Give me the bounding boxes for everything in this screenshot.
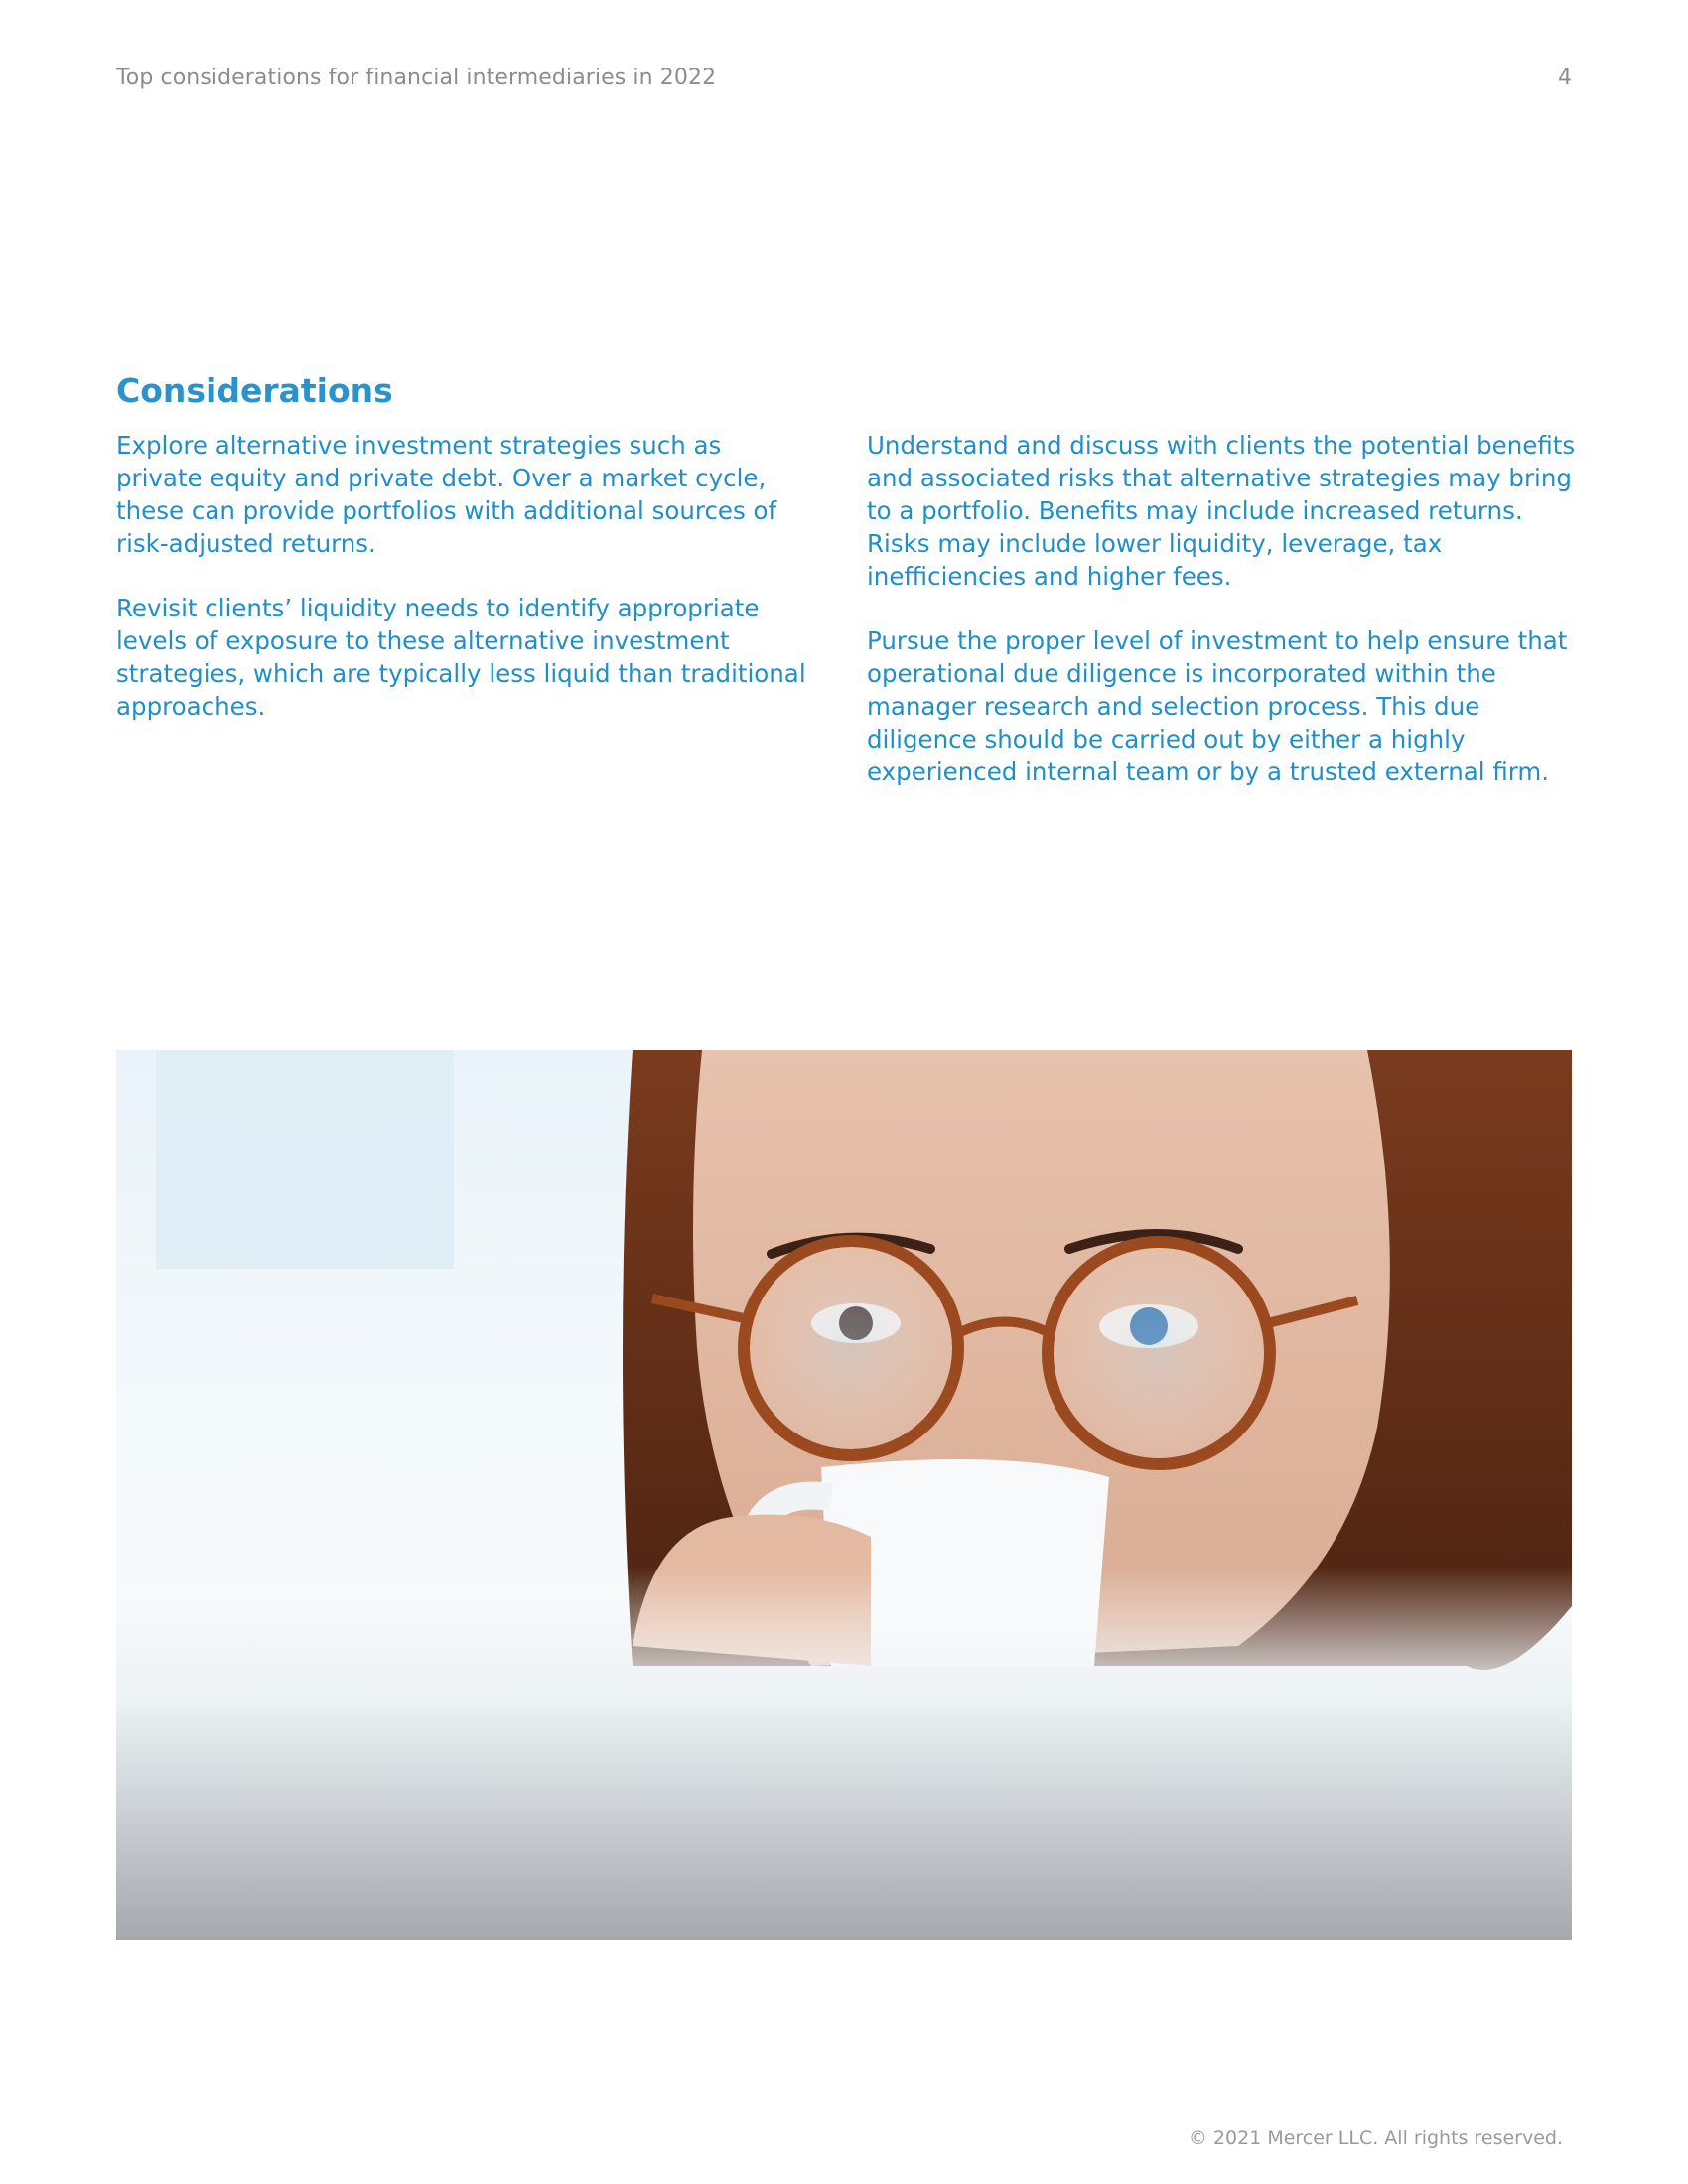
- paragraph-benefits-risks: Understand and discuss with clients the potential benefits and associated risks that alternative strategies may bring to a portfolio. Benefits may include increased returns. Risks may include lower liquidity, leverage, tax inefficiencies and higher fees.: [867, 431, 1576, 591]
- paragraph-liquidity: Revisit clients’ liquidity needs to identify appropriate levels of exposure to these alternative investment strategies, which are typically less liquid than traditional approaches.: [116, 594, 806, 721]
- page-number: 4: [1558, 66, 1572, 90]
- window-light-shape: [156, 1050, 454, 1269]
- hero-photo: [116, 1050, 1572, 1940]
- paragraph-alternatives: Explore alternative investment strategies such as private equity and private debt. Over a market cycle, these can provide portfolios with additional sources of risk-adjusted returns.: [116, 431, 777, 558]
- right-column: [867, 429, 1582, 820]
- section-title: Considerations: [116, 371, 393, 410]
- left-lens: [744, 1241, 958, 1455]
- running-header: Top considerations for financial intermediaries in 2022: [116, 66, 717, 90]
- paragraph-due-diligence: Pursue the proper level of investment to help ensure that operational due diligence is incorporated within the manager research and selection process. This due diligence should be carried out by either a highly experienced internal team or by a trusted external firm.: [867, 626, 1568, 786]
- woman-drinking-coffee-illustration: [116, 1050, 1572, 1940]
- copyright-footer: © 2021 Mercer LLC. All rights reserved.: [1188, 2127, 1563, 2149]
- right-lens: [1048, 1242, 1270, 1464]
- left-column: [116, 429, 811, 754]
- bottom-fade: [116, 1567, 1572, 1940]
